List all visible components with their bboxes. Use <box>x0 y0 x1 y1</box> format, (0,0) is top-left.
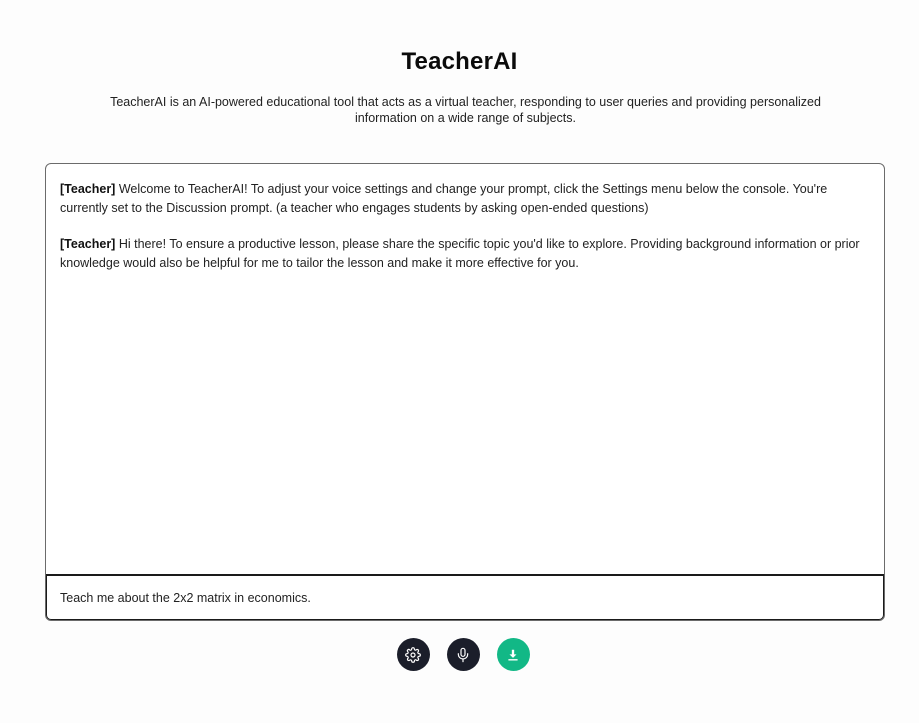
message-text: Hi there! To ensure a productive lesson, please share the specific topic you'd like to explore. Providing background information or prior knowledge would also be helpful for me to tailor the lesson and make it more effective for you. <box>60 237 860 270</box>
message-log <box>46 164 884 574</box>
message-speaker: [Teacher] <box>60 182 116 196</box>
message-speaker: [Teacher] <box>60 237 116 251</box>
console-toolbar <box>0 638 919 672</box>
prompt-input[interactable] <box>45 574 885 621</box>
microphone-icon <box>455 647 471 663</box>
message-text: Welcome to TeacherAI! To adjust your voice settings and change your prompt, click the Settings menu below the console. You're currently set to the Discussion prompt. (a teacher who engages students by asking open-ended questions) <box>60 182 828 215</box>
download-icon <box>506 648 520 662</box>
console <box>45 163 885 621</box>
page-description: TeacherAI is an AI-powered educational tool that acts as a virtual teacher, responding to user queries and providing personalized information on a wide range of subjects. <box>110 95 821 125</box>
download-button[interactable] <box>497 638 530 671</box>
gear-icon <box>405 647 421 663</box>
chat-message <box>60 180 870 218</box>
settings-button[interactable] <box>397 638 430 671</box>
chat-message <box>60 235 870 273</box>
microphone-button[interactable] <box>447 638 480 671</box>
page-title: TeacherAI <box>401 48 518 75</box>
